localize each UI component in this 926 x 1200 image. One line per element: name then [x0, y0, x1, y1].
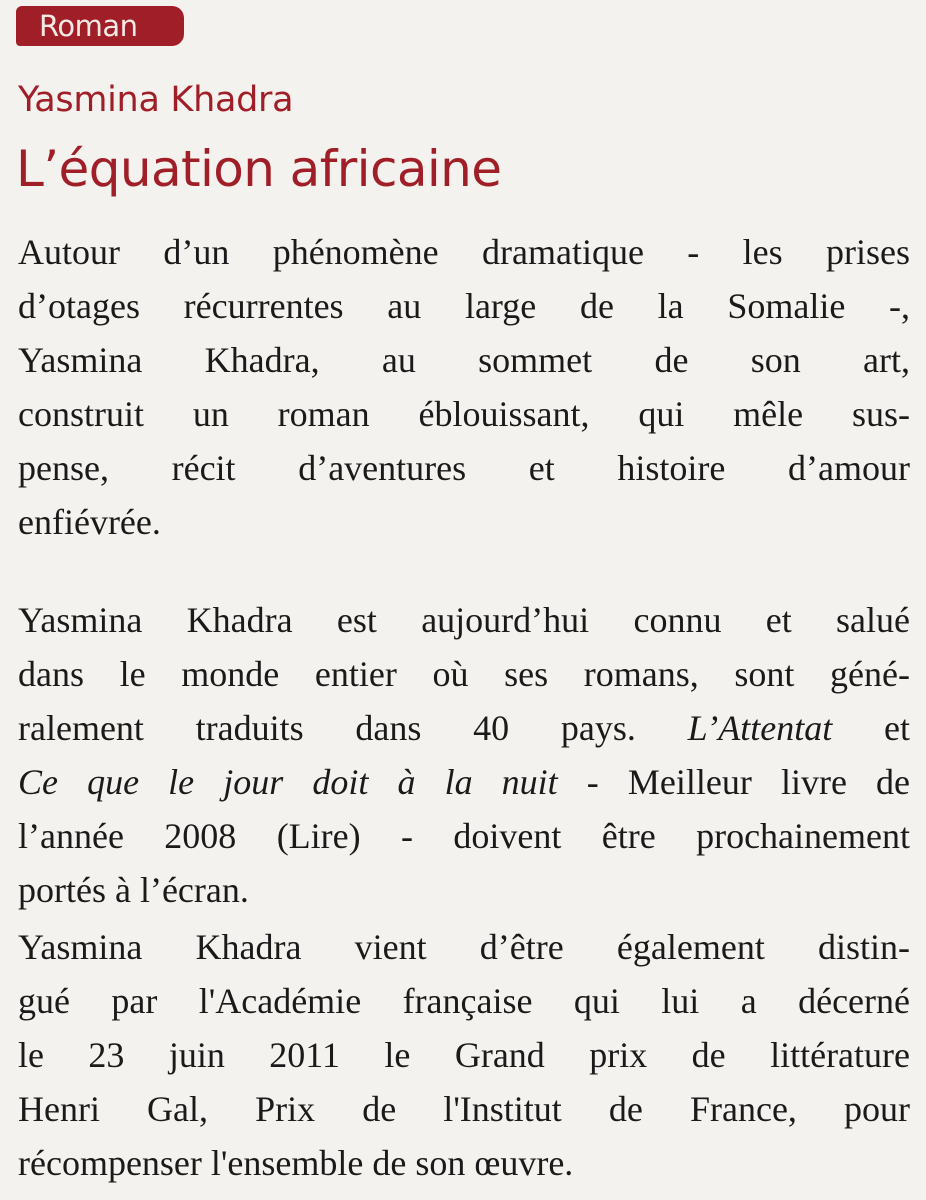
author-name: Yasmina Khadra	[18, 80, 294, 120]
text-line	[18, 755, 910, 809]
text-line: récompenser l'ensemble de son œuvre.	[18, 1143, 574, 1183]
text-line: gué par l'Académie française qui lui a décerné	[18, 981, 910, 1021]
text-line: Yasmina Khadra est aujourd’hui connu et salué	[18, 600, 910, 640]
book-title-attentat: L’Attentat	[687, 708, 833, 748]
text-line: le 23 juin 2011 le Grand prix de littérature	[18, 1035, 910, 1075]
paragraph-summary	[18, 225, 910, 549]
text-segment: ralement traduits dans 40 pays.	[18, 708, 636, 748]
text-line: construit un roman éblouissant, qui mêle sus-	[18, 394, 910, 434]
text-segment: et	[884, 708, 911, 748]
paragraph-award	[18, 920, 910, 1190]
text-line: Henri Gal, Prix de l'Institut de France, pour	[18, 1089, 910, 1129]
text-line: Yasmina Khadra, au sommet de son art,	[18, 340, 910, 380]
section-tag: Roman	[16, 6, 184, 46]
text-line: l’année 2008 (Lire) - doivent être prochainement	[18, 816, 910, 856]
text-line: pense, récit d’aventures et histoire d’amour	[18, 448, 910, 488]
text-line: dans le monde entier où ses romans, sont géné-	[18, 654, 910, 694]
text-line: enfiévrée.	[18, 502, 161, 542]
text-segment: - Meilleur livre de	[586, 762, 910, 802]
text-line: Yasmina Khadra vient d’être également distin-	[18, 927, 910, 967]
text-line: Autour d’un phénomène dramatique - les prises	[18, 232, 910, 272]
text-line	[18, 701, 910, 755]
text-line: d’otages récurrentes au large de la Somalie -,	[18, 286, 910, 326]
paragraph-reception	[18, 593, 910, 917]
book-title: L’équation africaine	[16, 140, 502, 198]
text-line: portés à l’écran.	[18, 870, 249, 910]
book-title-ce-que-le-jour: Ce que le jour doit à la nuit	[18, 762, 558, 802]
